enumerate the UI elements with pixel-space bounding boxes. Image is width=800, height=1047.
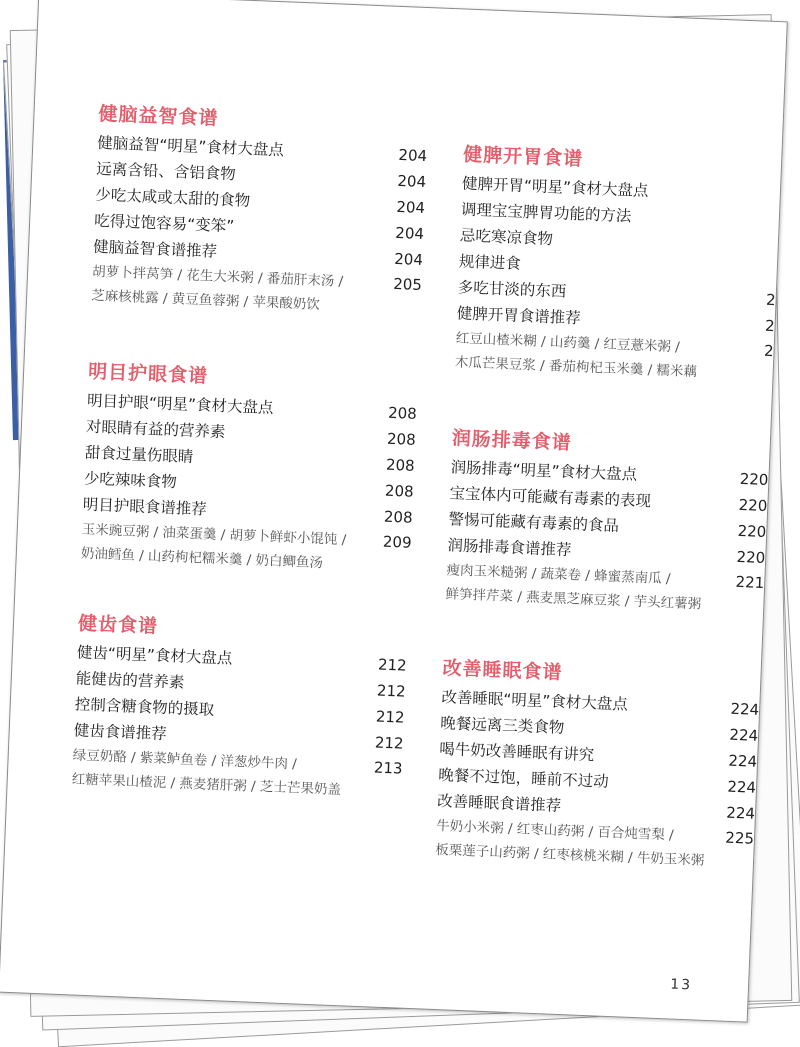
entry-title: 明目护眼“明星”食材大盘点	[86, 391, 274, 418]
entry-page	[776, 261, 777, 287]
entry-page	[777, 235, 778, 261]
section-spleen	[454, 140, 781, 388]
entry-page: 208	[386, 429, 417, 449]
entry-page: 224	[730, 699, 760, 719]
section-heading: 明目护眼食谱	[87, 360, 209, 388]
section-teeth	[71, 608, 408, 804]
entry-title: 调理宝宝脾胃功能的方法	[460, 200, 632, 226]
recipe-line: 红豆山楂米糊 / 山药羹 / 红豆薏米粥 /	[455, 330, 681, 356]
recipe-line: 奶油鳕鱼 / 山药枸杞糯米羹 / 奶白鲫鱼汤	[80, 545, 324, 572]
recipe-page: 221	[735, 572, 765, 592]
page-number: 13	[669, 976, 693, 994]
entry-title: 改善睡眠食谱推荐	[436, 792, 562, 815]
entry-page: 220	[737, 521, 767, 541]
recipe-page	[420, 297, 421, 321]
recipe-line: 瘦肉玉米糙粥 / 蔬菜卷 / 蜂蜜蒸南瓜 /	[446, 562, 671, 588]
section-heading: 健齿食谱	[77, 612, 159, 638]
section-heading: 润肠排毒食谱	[451, 427, 573, 455]
section-eyes	[80, 357, 418, 579]
entry-page: 224	[729, 725, 759, 745]
recipe-page	[772, 363, 773, 387]
section-sleep	[435, 653, 761, 875]
entry-title: 健脑益智“明星”食材大盘点	[97, 133, 285, 160]
entry-title: 喝牛奶改善睡眠有讲究	[438, 740, 595, 765]
entry-title: 健齿食谱推荐	[73, 721, 168, 744]
entry-page: 212	[375, 707, 405, 727]
recipe-line: 胡萝卜拌莴笋 / 花生大米粥 / 番茄肝末汤 /	[91, 263, 344, 290]
entry-page: 212	[376, 681, 406, 701]
entry-page: 220	[739, 469, 769, 490]
recipe-line: 绿豆奶酪 / 紫菜鲈鱼卷 / 洋葱炒牛肉 /	[72, 747, 298, 773]
section-heading: 健脾开胃食谱	[462, 143, 584, 171]
entry-page: 204	[397, 171, 427, 192]
entry-title: 改善睡眠“明星”食材大盘点	[441, 688, 629, 714]
recipe-line: 牛奶小米粥 / 红枣山药粥 / 百合炖雪梨 /	[435, 817, 674, 844]
entry-page: 2	[765, 290, 776, 310]
recipe-line: 玉米豌豆粥 / 油菜蛋羹 / 胡萝卜鲜虾小馄饨 /	[81, 521, 347, 549]
entry-page: 224	[727, 777, 757, 797]
entry-title: 对眼睛有益的营养素	[85, 417, 226, 442]
entry-title: 忌吃寒凉食物	[459, 226, 554, 249]
entry-title: 宝宝体内可能藏有毒素的表现	[449, 484, 652, 511]
entry-page: 208	[385, 455, 416, 475]
section-heading: 改善睡眠食谱	[442, 657, 563, 684]
entry-title: 多吃甘淡的东西	[457, 278, 567, 301]
section-heading: 健脑益智食谱	[98, 102, 219, 130]
entry-title: 规律进食	[458, 252, 522, 273]
recipe-page: 213	[373, 758, 403, 778]
entry-title: 吃得过饱容易“变笨”	[93, 211, 235, 236]
entry-page: 212	[377, 655, 408, 675]
recipe-page	[401, 781, 402, 805]
entry-title: 润肠排毒食谱推荐	[447, 536, 572, 560]
entry-title: 少吃太咸或太甜的食物	[94, 185, 251, 211]
recipe-page	[753, 851, 754, 875]
entry-page: 208	[387, 403, 418, 423]
recipe-line: 板栗莲子山药粥 / 红枣核桃米糊 / 牛奶玉米粥	[434, 841, 705, 869]
entry-title: 远离含铅、含铝食物	[95, 159, 237, 184]
entry-page: 220	[738, 495, 768, 516]
entry-page: 204	[398, 145, 428, 166]
entry-page: 224	[726, 803, 756, 823]
entry-page: 212	[374, 733, 404, 753]
recipe-page: 2	[763, 341, 774, 361]
recipe-line: 芝麻核桃露 / 黄豆鱼蓉粥 / 苹果酸奶饮	[90, 287, 321, 313]
entry-title: 晚餐远离三类食物	[440, 714, 565, 738]
entry-title: 甜食过量伤眼睛	[84, 443, 194, 466]
entry-page: 204	[396, 197, 426, 218]
entry-page: 208	[384, 481, 414, 501]
entry-title: 健脑益智食谱推荐	[92, 237, 218, 261]
entry-page: 220	[736, 547, 766, 567]
entry-title: 晚餐不过饱，睡前不过动	[437, 766, 610, 791]
entry-page: 204	[393, 249, 424, 269]
entry-title: 健齿“明星”食材大盘点	[76, 643, 233, 668]
entry-page: 2	[764, 316, 775, 336]
entry-title: 警惕可能藏有毒素的食品	[448, 510, 620, 536]
entry-page: 204	[395, 223, 425, 244]
section-detox	[445, 423, 770, 619]
entry-title: 健脾开胃“明星”食材大盘点	[461, 174, 649, 200]
entry-title: 控制含糖食物的摄取	[74, 695, 215, 719]
entry-title: 明目护眼食谱推荐	[82, 495, 208, 519]
entry-title: 润肠排毒“明星”食材大盘点	[450, 458, 638, 484]
recipe-page: 205	[392, 274, 423, 294]
recipe-line: 鲜笋拌芹菜 / 燕麦黑芝麻豆浆 / 芋头红薯粥	[445, 586, 702, 613]
recipe-page	[410, 555, 411, 579]
recipe-page: 225	[724, 828, 755, 848]
recipe-page	[763, 595, 764, 619]
entry-page: 224	[728, 751, 758, 771]
entry-title: 健脾开胃食谱推荐	[456, 304, 582, 328]
entry-title: 能健齿的营养素	[75, 669, 185, 692]
recipe-line: 木瓜芒果豆浆 / 番茄枸杞玉米羹 / 糯米藕	[454, 354, 698, 381]
recipe-page: 209	[382, 532, 412, 552]
entry-title: 少吃辣味食物	[83, 469, 178, 492]
section-brain	[91, 99, 429, 321]
entry-page: 208	[383, 507, 413, 527]
entry-page	[779, 183, 780, 209]
entry-page	[778, 209, 779, 235]
recipe-line: 红糖苹果山楂泥 / 燕麦猪肝粥 / 芝士芒果奶盖	[71, 771, 342, 799]
